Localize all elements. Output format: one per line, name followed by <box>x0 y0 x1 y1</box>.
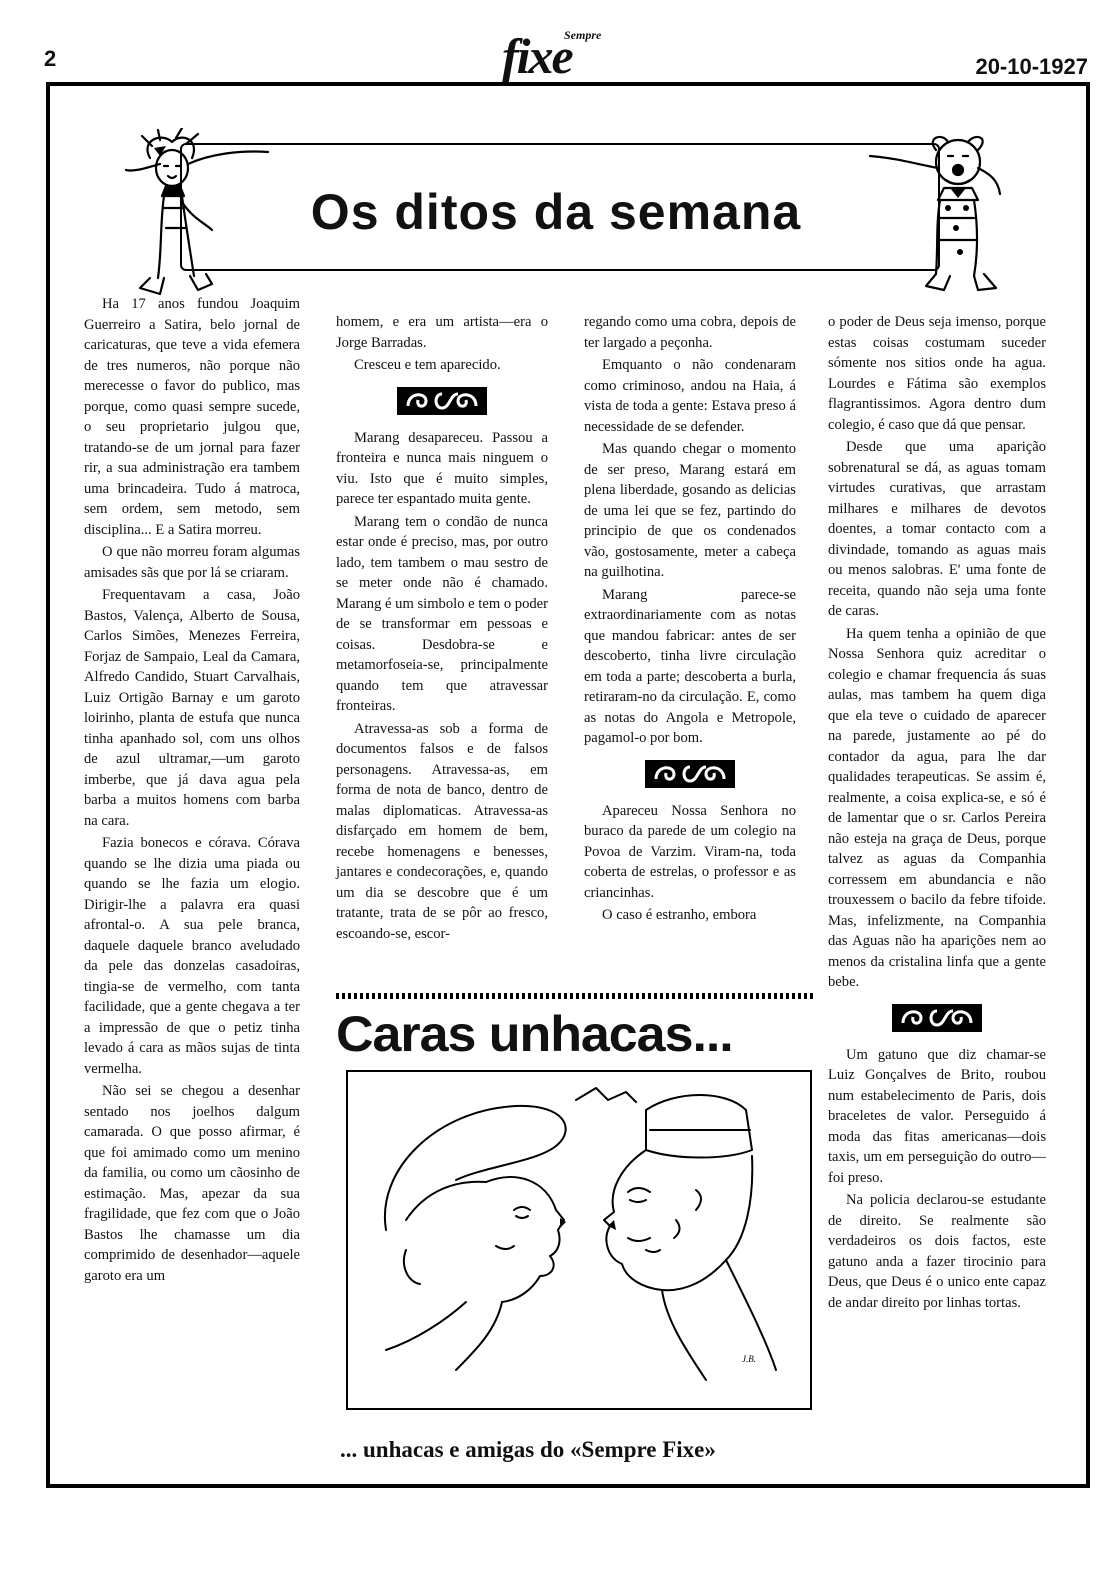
dotted-rule <box>336 993 814 999</box>
masthead-small: Sempre <box>564 28 602 42</box>
article-paragraph: Fazia bonecos e córava. Córava quando se lhe dizia uma piada ou quando se lhe fazia um elogio. Dirigir-lhe a palavra era quasi afrontal-o. A sua pele branca, daquele daquele branco aveludado da pele das donzelas casadoiras, tingia-se de vermelho, com tanta facilidade, que a gente chegava a ter a impressão de que o petiz tinha levado á cara as mãos sujas de tinta vermelha. <box>84 835 300 1077</box>
ornament-divider <box>891 1003 983 1033</box>
page-number: 2 <box>44 46 57 71</box>
article-paragraph: Na policia declarou-se estudante de direito. Se realmente são verdadeiros os dois factos, este gatuno anda a fazer tirocinio para Deus, que Deus é o unico ente capaz de andar direito por linhas tortas. <box>828 1192 1046 1311</box>
article-paragraph: Frequentavam a casa, João Bastos, Valença, Alberto de Sousa, Carlos Simões, Menezes Ferreira, Forjaz de Sampaio, Leal da Camara, Alfredo Candido, Stuart Carvalhais, Luiz Ortigão Barnay e um garoto loirinho, planta de estufa que nunca tinha apanhado sol, com uns olhos de azul ultramar,—um garoto imberbe, que já dava agua pela barba a muitos homens com barba na cara. <box>84 587 300 829</box>
cartoon-signature: J.B. <box>742 1354 756 1364</box>
article-paragraph: Marang parece-se extraordinariamente com as notas que mandou fabricar: antes de ser descoberto, tinha livre circulação em toda a parte; descoberta a burla, retiraram-no da circulação. E, como as notas do Angola e Metropole, pagamol-o por bom. <box>584 586 796 746</box>
article-column-2 <box>336 312 548 946</box>
ornament-divider <box>396 386 488 416</box>
article-paragraph: Um gatuno que diz chamar-se Luiz Gonçalves de Brito, roubou num estabelecimento de Paris, dois braceletes de valor. Perseguido á moda das fitas americanas—dois taxis, um em perseguição do outro—foi preso. <box>828 1046 1046 1186</box>
article-column-1 <box>84 294 300 1288</box>
article-paragraph: Mas quando chegar o momento de ser preso, Marang estará em plena liberdade, gosando as delicias de uma lei que se fez, partindo do principio de que os condenados vão, gostosamente, meter a cabeça na guilhotina. <box>584 441 796 580</box>
banner-title: Os ditos da semana <box>310 184 802 240</box>
article-paragraph: Marang tem o condão de nunca estar onde é preciso, mas, por outro lado, tem tambem o mau sestro de se meter onde não é chamado. Marang é um simbolo e tem o poder de se transformar em pessoas e coisas. Desdobra-se e metamorfoseia-se, principalmente quando tem que atravessar fronteiras. <box>336 513 548 714</box>
article-paragraph: Apareceu Nossa Senhora no buraco da parede de um colegio na Povoa de Varzim. Viram-na, toda coberta de estrelas, o professor e as criancinhas. <box>584 802 796 901</box>
article-paragraph: Ha 17 anos fundou Joaquim Guerreiro a Satira, belo jornal de caricaturas, que teve a vida efemera de tres numeros, não porque não merecesse o favor do publico, mas porque, como quasi sempre sucede, o seu proprietario julgou que, tratando-se de um jornal para fazer rir, a sua administração era tambem uma brincadeira. Tudo á matroca, sem ordem, sem metodo, sem disciplina... E a Satira morreu. <box>84 296 300 538</box>
article-paragraph: O que não morreu foram algumas amisades sãs que por lá se criaram. <box>84 544 300 581</box>
issue-date: 20-10-1927 <box>975 54 1088 79</box>
article-paragraph: Marang desapareceu. Passou a fronteira e nunca mais ninguem o viu. Isto que é muito simples, parece ter espantado muita gente. <box>336 429 548 507</box>
article-paragraph: Ha quem tenha a opinião de que Nossa Senhora quiz acreditar o colegio e chamar frequencia ás suas aulas, mas tambem ha quem diga que ela teve o cuidado de aparecer na parede, justamente ao pé do contador da agua, para lhe dar qualidades terapeuticas. Se assim é, realmente, a coisa explica-se, e só é de lamentar que o sr. Carlos Pereira não esteja na graça de Deus, porque talvez as aguas da Companhia corressem em abundancia e não trouxessem o bacilo da febre tifoide. Mas, infelizmente, na Companhia das Aguas não ha aparições nem ao menos da cristalina linfa que a gente bebe. <box>828 625 1046 990</box>
article-column-3 <box>584 312 796 928</box>
masthead-logo: fixe <box>502 28 572 84</box>
article-column-4 <box>828 312 1046 1315</box>
article-paragraph: Atravessa-as sob a forma de documentos falsos e de falsos personagens. Atravessa-as, em forma de nota de banco, dentro de malas diplomaticas. Atravessa-as disfarçado em homem de bem, recebe homenagens e benesses, jantares e condecorações, e, quando um dia se descobre que é um tratante, trata de se pôr ao fresco, escoando-se, escor- <box>336 720 548 942</box>
article-paragraph: Emquanto o não condenaram como criminoso, andou na Haia, á vista de toda a gente: Estava preso á necessidade de se defender. <box>584 357 796 435</box>
feature-caption: ... unhacas e amigas do «Sempre Fixe» <box>340 1437 716 1462</box>
article-paragraph: O caso é estranho, embora <box>602 907 757 923</box>
article-paragraph: regando como uma cobra, depois de ter largado a peçonha. <box>584 314 796 351</box>
right-clown-illustration <box>866 128 1016 303</box>
article-paragraph: Cresceu e tem aparecido. <box>354 357 501 373</box>
feature-title: Caras unhacas... <box>336 1006 733 1062</box>
article-paragraph: o poder de Deus seja imenso, porque estas coisas costumam suceder sómente nos sitios onde ha agua. Lourdes e Fátima são exemplos flagrantissimos. Agora dentro dum colegio, é caso que dá que pensar. <box>828 314 1046 433</box>
article-paragraph: Não sei se chegou a desenhar sentado nos joelhos dalgum camarada. O que posso afirmar, é que foi amimado como um menino da familia, ou como um cãosinho de estimação. Mas, apezar da sua fragilidade, que fez com que o João Bastos lhe chamasse um dia comprimido de desenhador—aquele garoto era um <box>84 1083 300 1284</box>
ornament-divider <box>644 759 736 789</box>
article-paragraph: homem, e era um artista—era o Jorge Barradas. <box>336 314 548 351</box>
left-clown-illustration <box>120 128 270 303</box>
article-paragraph: Desde que uma aparição sobrenatural se dá, as aguas tomam virtudes curativas, que arrastam milhares e milhares de devotos doentes, a tomar contacto com a divindade, tomando as aguas mais ou menos salobras. E' uma fonte de receita, quando não seja uma fonte de caras. <box>828 439 1046 619</box>
cartoon-two-faces <box>346 1070 812 1410</box>
masthead <box>502 22 652 84</box>
